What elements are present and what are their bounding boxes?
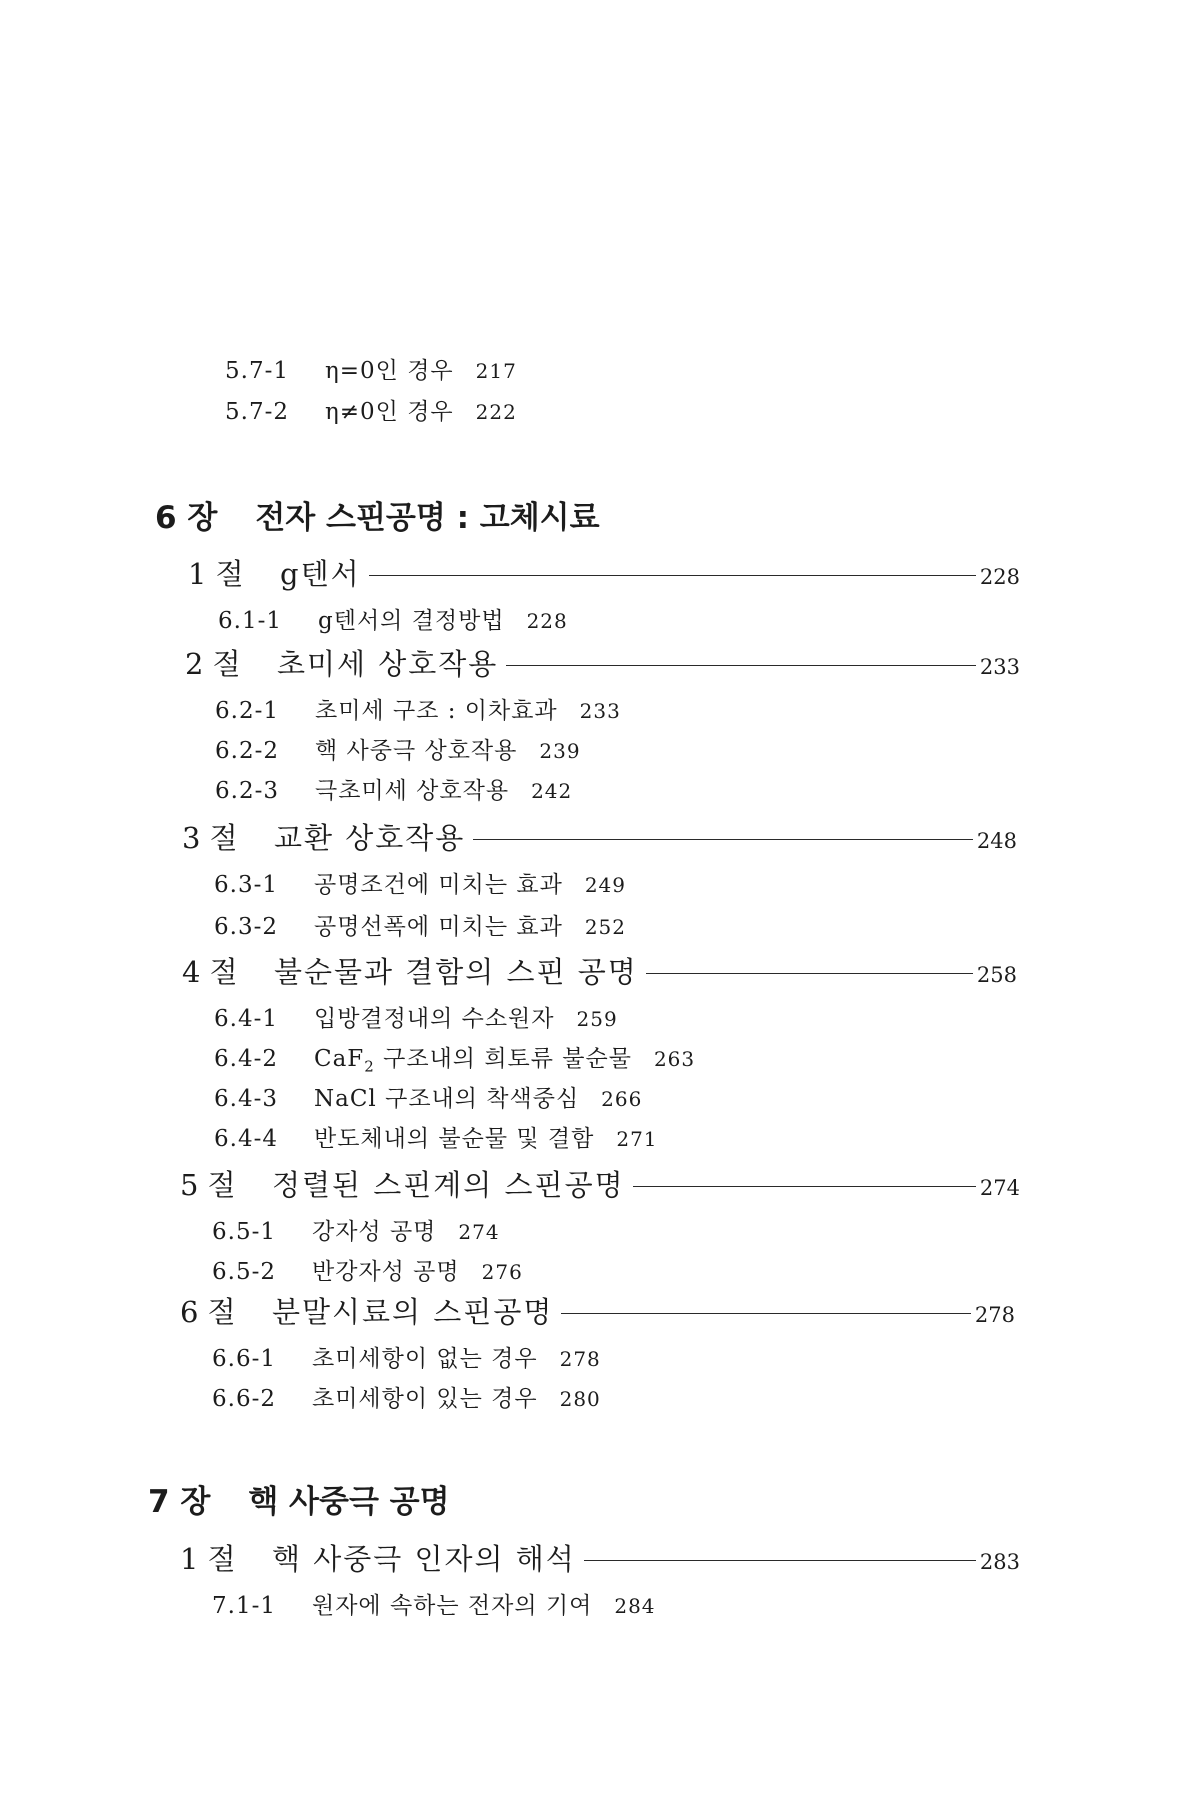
chapter-number: 6 장 bbox=[155, 500, 218, 536]
entry-page: 228 bbox=[526, 609, 568, 633]
chapter-7-heading bbox=[148, 1476, 450, 1521]
entry-number: 7.1-1 bbox=[212, 1593, 276, 1619]
toc-section-6-5 bbox=[180, 1163, 1020, 1204]
entry-page: 280 bbox=[559, 1387, 601, 1411]
toc-section-6-6 bbox=[180, 1290, 1015, 1331]
section-title: 불순물과 결함의 스핀 공명 bbox=[274, 955, 638, 989]
entry-page: 239 bbox=[539, 739, 581, 763]
dot-leader bbox=[584, 1560, 976, 1561]
entry-title: g텐서의 결정방법 bbox=[318, 608, 505, 634]
chapter-title: 핵 사중극 공명 bbox=[248, 1484, 450, 1520]
dot-leader bbox=[369, 575, 976, 576]
entry-page: 233 bbox=[579, 699, 621, 723]
entry-number: 6.4-4 bbox=[214, 1126, 278, 1152]
toc-entry-5-7-2 bbox=[225, 393, 517, 426]
entry-page: 278 bbox=[559, 1347, 601, 1371]
toc-entry-6-1-1 bbox=[218, 602, 568, 635]
section-number: 1 절 bbox=[180, 1542, 236, 1576]
toc-entry-6-4-3 bbox=[214, 1080, 642, 1113]
entry-title-rest: 구조내의 희토류 불순물 bbox=[374, 1046, 632, 1072]
entry-page: 263 bbox=[653, 1047, 696, 1071]
entry-title: 입방결정내의 수소원자 bbox=[314, 1006, 555, 1032]
section-title: 핵 사중극 인자의 해석 bbox=[272, 1542, 576, 1576]
entry-title: 공명선폭에 미치는 효과 bbox=[314, 914, 563, 940]
entry-page: 242 bbox=[531, 779, 573, 803]
chapter-number: 7 장 bbox=[148, 1484, 211, 1520]
dot-leader bbox=[506, 665, 976, 666]
dot-leader bbox=[646, 973, 973, 974]
entry-title: 극초미세 상호작용 bbox=[315, 778, 510, 804]
section-title: 초미세 상호작용 bbox=[277, 647, 499, 681]
entry-page: 271 bbox=[616, 1127, 658, 1151]
entry-title: 초미세항이 없는 경우 bbox=[312, 1346, 538, 1372]
entry-number: 6.2-1 bbox=[215, 698, 279, 724]
chapter-6-heading bbox=[155, 492, 600, 537]
entry-page: 266 bbox=[601, 1087, 643, 1111]
entry-page: 217 bbox=[475, 359, 517, 383]
section-title: 교환 상호작용 bbox=[274, 821, 466, 855]
section-number: 5 절 bbox=[180, 1168, 236, 1202]
toc-entry-6-3-2 bbox=[214, 908, 626, 941]
entry-page: 259 bbox=[576, 1007, 618, 1031]
section-title: g텐서 bbox=[280, 557, 361, 591]
entry-title: η≠0인 경우 bbox=[325, 399, 454, 425]
entry-title bbox=[314, 1046, 632, 1076]
section-page: 278 bbox=[974, 1303, 1015, 1327]
entry-title: 강자성 공명 bbox=[312, 1219, 437, 1245]
entry-number: 6.2-3 bbox=[215, 778, 279, 804]
entry-title: 핵 사중극 상호작용 bbox=[315, 738, 518, 764]
entry-title: NaCl 구조내의 착색중심 bbox=[314, 1086, 580, 1112]
entry-title: 반강자성 공명 bbox=[312, 1259, 460, 1285]
section-number: 3 절 bbox=[182, 821, 238, 855]
entry-page: 252 bbox=[584, 915, 626, 939]
entry-title: η=0인 경우 bbox=[325, 358, 454, 384]
entry-page: 274 bbox=[458, 1220, 500, 1244]
toc-entry-6-2-3 bbox=[215, 772, 572, 805]
section-page: 228 bbox=[979, 565, 1020, 589]
toc-entry-6-4-1 bbox=[214, 1000, 618, 1033]
entry-title: 원자에 속하는 전자의 기여 bbox=[312, 1593, 593, 1619]
entry-page: 249 bbox=[584, 873, 626, 897]
formula-subscript: 2 bbox=[364, 1057, 375, 1076]
section-number: 2 절 bbox=[185, 647, 241, 681]
section-title: 분말시료의 스핀공명 bbox=[272, 1295, 554, 1329]
toc-entry-6-2-2 bbox=[215, 732, 581, 765]
dot-leader bbox=[561, 1313, 971, 1314]
section-title: 정렬된 스핀계의 스핀공명 bbox=[272, 1168, 625, 1202]
chapter-title: 전자 스핀공명 : 고체시료 bbox=[255, 500, 600, 536]
entry-title: 공명조건에 미치는 효과 bbox=[314, 872, 563, 898]
toc-entry-6-6-1 bbox=[212, 1340, 601, 1373]
toc-section-7-1 bbox=[180, 1537, 1020, 1578]
entry-page: 276 bbox=[481, 1260, 523, 1284]
entry-number: 6.1-1 bbox=[218, 608, 282, 634]
entry-number: 5.7-2 bbox=[225, 399, 289, 425]
entry-number: 6.4-2 bbox=[214, 1046, 278, 1072]
toc-entry-7-1-1 bbox=[212, 1587, 656, 1620]
section-number: 4 절 bbox=[182, 955, 238, 989]
entry-number: 6.5-1 bbox=[212, 1219, 276, 1245]
entry-title: 초미세 구조 : 이차효과 bbox=[315, 698, 558, 724]
toc-entry-5-7-1 bbox=[225, 352, 517, 385]
section-page: 248 bbox=[976, 829, 1017, 853]
toc-entry-6-4-4 bbox=[214, 1120, 658, 1153]
entry-page: 222 bbox=[475, 400, 517, 424]
entry-number: 6.4-3 bbox=[214, 1086, 278, 1112]
entry-number: 6.3-2 bbox=[214, 914, 278, 940]
dot-leader bbox=[473, 839, 973, 840]
section-number: 1 절 bbox=[188, 557, 244, 591]
section-page: 274 bbox=[979, 1176, 1020, 1200]
toc-section-6-4 bbox=[182, 950, 1017, 991]
dot-leader bbox=[633, 1186, 976, 1187]
section-page: 233 bbox=[979, 655, 1020, 679]
section-number: 6 절 bbox=[180, 1295, 236, 1329]
toc-entry-6-2-1 bbox=[215, 692, 621, 725]
entry-number: 6.2-2 bbox=[215, 738, 279, 764]
toc-section-6-2 bbox=[185, 642, 1020, 683]
section-page: 258 bbox=[976, 963, 1017, 987]
toc-section-6-3 bbox=[182, 816, 1017, 857]
section-page: 283 bbox=[979, 1550, 1020, 1574]
entry-number: 6.6-2 bbox=[212, 1386, 276, 1412]
toc-entry-6-5-2 bbox=[212, 1253, 523, 1286]
entry-page: 284 bbox=[614, 1594, 656, 1618]
entry-number: 6.6-1 bbox=[212, 1346, 276, 1372]
entry-number: 5.7-1 bbox=[225, 358, 289, 384]
entry-title: 초미세항이 있는 경우 bbox=[312, 1386, 538, 1412]
entry-title: 반도체내의 불순물 및 결함 bbox=[314, 1126, 595, 1152]
toc-entry-6-5-1 bbox=[212, 1213, 500, 1246]
entry-number: 6.5-2 bbox=[212, 1259, 276, 1285]
entry-number: 6.4-1 bbox=[214, 1006, 278, 1032]
toc-entry-6-4-2 bbox=[214, 1040, 695, 1076]
formula-base: CaF bbox=[314, 1046, 365, 1072]
toc-section-6-1 bbox=[188, 552, 1020, 593]
toc-entry-6-6-2 bbox=[212, 1380, 601, 1413]
toc-entry-6-3-1 bbox=[214, 866, 626, 899]
entry-number: 6.3-1 bbox=[214, 872, 278, 898]
